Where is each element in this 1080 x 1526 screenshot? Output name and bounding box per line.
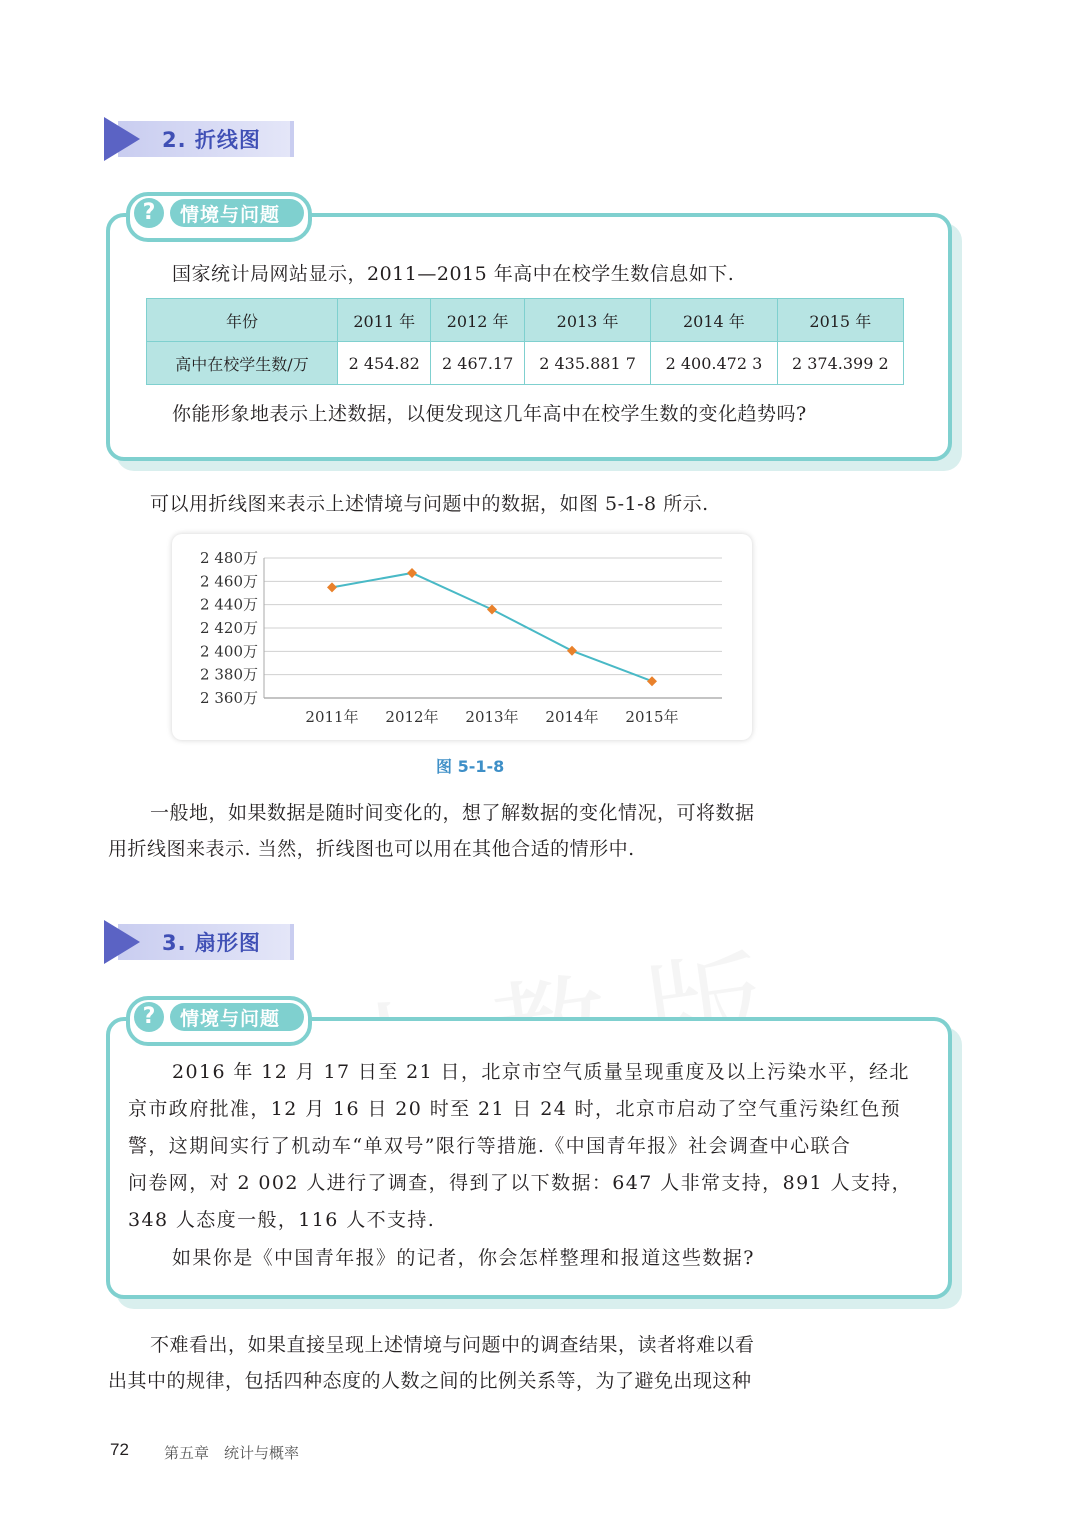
question-icon: ? (134, 1002, 164, 1032)
section-title: 3. 扇形图 (162, 931, 261, 955)
section-arrow-icon (104, 920, 140, 964)
general-para-line-1: 一般地，如果数据是随时间变化的，想了解数据的变化情况，可将数据 (150, 802, 755, 824)
table-cell: 2014 年 (651, 299, 777, 342)
box2-question: 如果你是《中国青年报》的记者，你会怎样整理和报道这些数据? (172, 1247, 755, 1269)
table-cell: 2011 年 (338, 299, 431, 342)
line-chart-card (172, 534, 752, 740)
x-tick-label: 2014年 (545, 708, 599, 726)
table-cell: 2 400.472 3 (651, 342, 777, 385)
box2-line-5: 348 人态度一般，116 人不支持. (128, 1209, 436, 1231)
situation-tag-1 (126, 192, 312, 242)
figure-caption: 图 5-1-8 (436, 757, 505, 776)
y-tick-label: 2 480万 (200, 549, 258, 567)
section-arrow-icon (104, 117, 140, 161)
y-tick-label: 2 400万 (200, 642, 258, 661)
section-header-line-chart (104, 117, 294, 161)
table-cell: 2 435.881 7 (524, 342, 650, 385)
data-point (407, 568, 417, 578)
table-header-year: 年份 (147, 299, 338, 342)
data-point (327, 582, 337, 592)
y-tick-label: 2 420万 (200, 619, 258, 637)
box1-intro: 国家统计局网站显示，2011—2015 年高中在校学生数信息如下. (172, 263, 735, 285)
x-tick-label: 2012年 (385, 708, 439, 726)
question-icon: ? (134, 198, 164, 228)
table-cell: 2 454.82 (338, 342, 431, 385)
table-cell: 2 467.17 (431, 342, 524, 385)
box2-line-4: 问卷网，对 2 002 人进行了调查，得到了以下数据：647 人非常支持，891 人支持， (128, 1172, 913, 1194)
table-cell: 2 374.399 2 (777, 342, 903, 385)
line-chart (172, 534, 752, 740)
y-tick-label: 2 360万 (200, 689, 258, 707)
box2-line-2: 京市政府批准，12 月 16 日 20 时至 21 日 24 时，北京市启动了空气重污染红色预 (128, 1098, 902, 1120)
table-header-count: 高中在校学生数/万 (147, 342, 338, 385)
final-para-line-2: 出其中的规律，包括四种态度的人数之间的比例关系等，为了避免出现这种 (108, 1370, 752, 1392)
table-cell: 2012 年 (431, 299, 524, 342)
series-line (332, 573, 652, 681)
table-cell: 2015 年 (777, 299, 903, 342)
student-count-table (146, 298, 904, 385)
x-tick-label: 2015年 (625, 708, 679, 726)
section-title: 2. 折线图 (162, 128, 261, 152)
y-tick-label: 2 440万 (200, 595, 258, 614)
chart-intro-text: 可以用折线图来表示上述情境与问题中的数据，如图 5-1-8 所示. (150, 493, 709, 515)
data-point (647, 676, 657, 686)
table-row-years (147, 299, 904, 342)
data-point (487, 604, 497, 614)
box2-line-1: 2016 年 12 月 17 日至 21 日，北京市空气质量呈现重度及以上污染水平，经北 (172, 1061, 910, 1083)
general-para-line-2: 用折线图来表示. 当然，折线图也可以用在其他合适的情形中. (108, 838, 635, 860)
final-para-line-1: 不难看出，如果直接呈现上述情境与问题中的调查结果，读者将难以看 (150, 1334, 755, 1356)
y-tick-label: 2 460万 (200, 572, 258, 591)
table-row-counts (147, 342, 904, 385)
situation-tag-2 (126, 996, 312, 1046)
situation-label: 情境与问题 (180, 1008, 281, 1030)
x-tick-label: 2013年 (465, 708, 519, 726)
box1-question: 你能形象地表示上述数据，以便发现这几年高中在校学生数的变化趋势吗? (172, 403, 807, 425)
page-number: 72 (110, 1440, 129, 1459)
y-tick-label: 2 380万 (200, 665, 258, 684)
chapter-title: 第五章 统计与概率 (164, 1444, 300, 1462)
x-tick-label: 2011年 (305, 708, 359, 726)
table-cell: 2013 年 (524, 299, 650, 342)
box2-line-3: 警，这期间实行了机动车“单双号”限行等措施.《中国青年报》社会调查中心联合 (128, 1135, 852, 1157)
situation-label: 情境与问题 (180, 204, 281, 226)
section-header-pie-chart (104, 920, 294, 964)
data-point (567, 646, 577, 656)
